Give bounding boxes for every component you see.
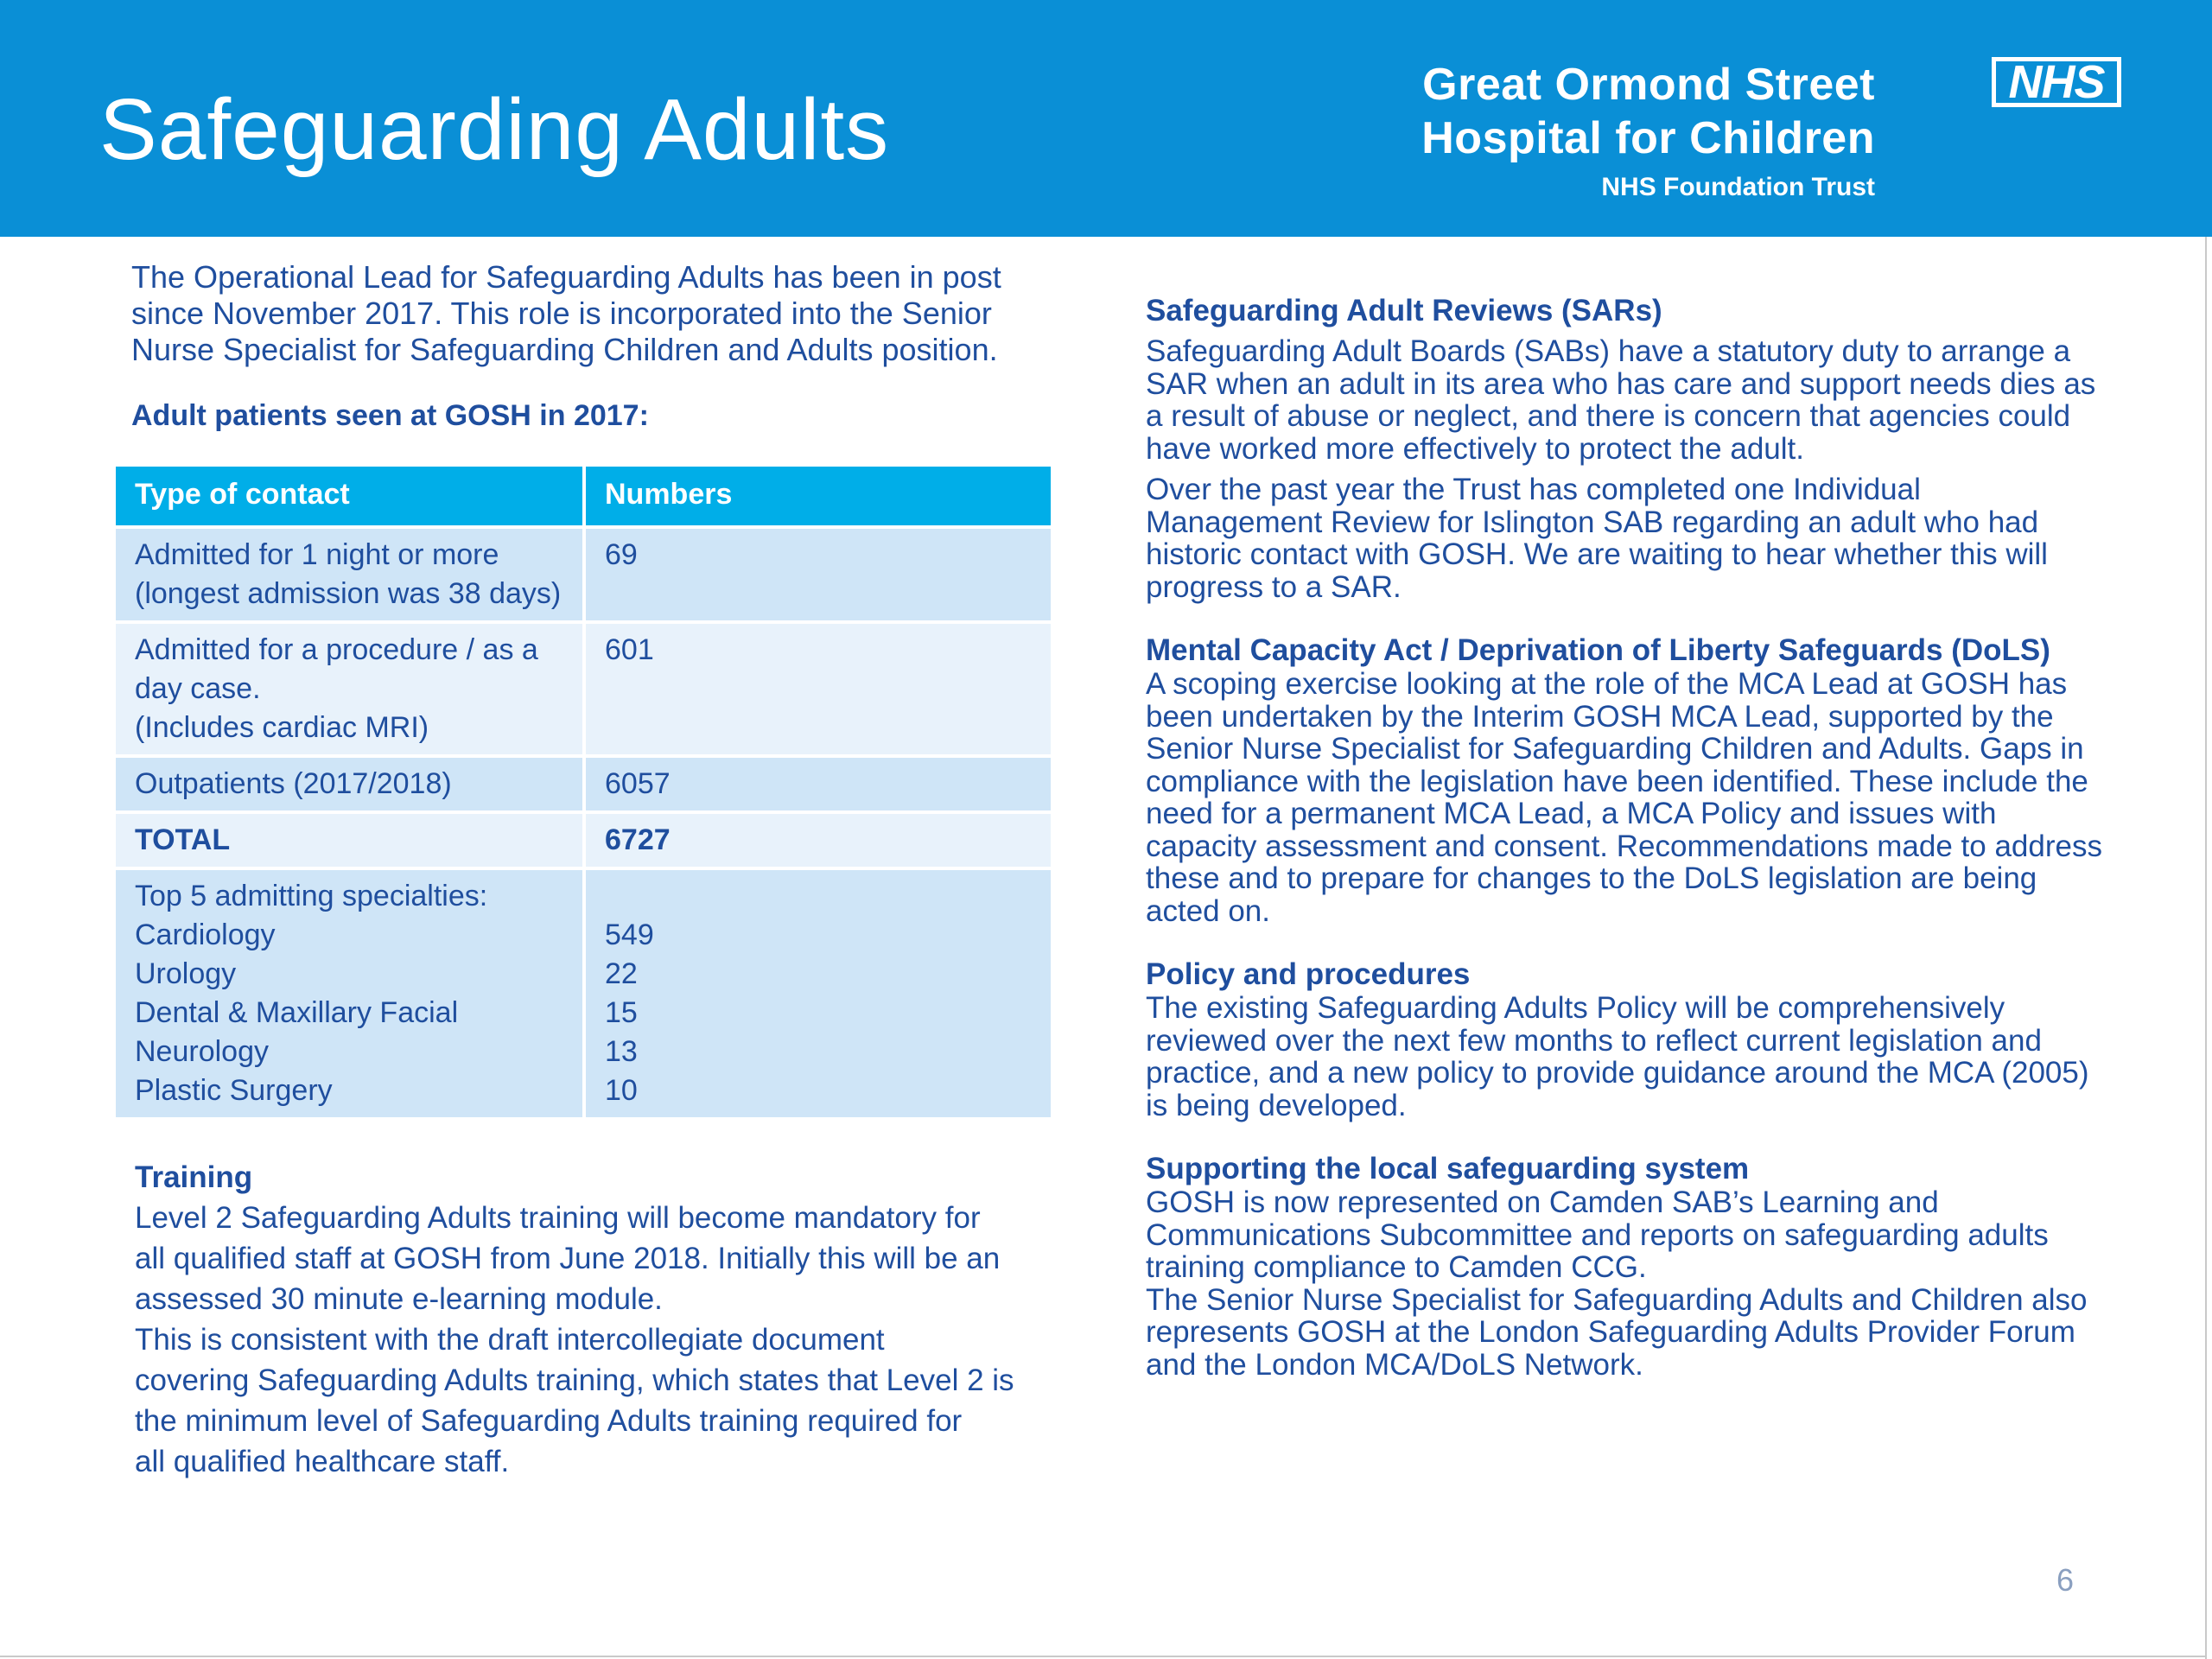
cell-line <box>605 877 1032 916</box>
sar-paragraph-2: Over the past year the Trust has completed one Individual Management Review for Islington SAB regarding an adult who had historic contact with GOSH. We are waiting to hear whether this will progress to a SAR. <box>1146 473 2048 604</box>
page-number: 6 <box>2056 1562 2075 1598</box>
training-paragraph-2 <box>135 1319 1068 1482</box>
title-banner <box>0 0 2212 237</box>
numbers-cell <box>584 527 1052 622</box>
local-system-paragraph-1: GOSH is now represented on Camden SAB’s Learning and Communications Subcommittee and reports on safeguarding adults training compliance to Camden CCG. <box>1146 1185 2049 1284</box>
left-column <box>112 259 1071 1478</box>
numbers-cell <box>584 756 1052 812</box>
cell-line: (longest admission was 38 days) <box>135 577 562 610</box>
logo-line-3: NHS Foundation Trust <box>1601 173 1875 201</box>
cell-line: Admitted for 1 night or more <box>135 538 499 571</box>
cell-line: 6057 <box>605 767 671 800</box>
column-header-type: Type of contact <box>114 465 584 527</box>
numbers-cell <box>584 622 1052 756</box>
text-line: This is consistent with the draft intercollegiate document <box>135 1323 885 1357</box>
slide-border-bottom <box>0 1656 2207 1657</box>
mca-dols-paragraph: A scoping exercise looking at the role of the MCA Lead at GOSH has been undertaken by the Interim GOSH MCA Lead, supported by the Senior Nurse Specialist for Safeguarding Children and Adults. Gaps in compliance with the legislation have been identified. These include the need for a permanent MCA Lead, a MCA Policy and issues with capacity assessment and consent. Recommendations made to address these and to prepare for changes to the DoLS legislation are being acted on. <box>1146 667 2102 928</box>
contact-type-cell <box>114 756 584 812</box>
policy-paragraph: The existing Safeguarding Adults Policy will be comprehensively reviewed over the next few months to reflect current legislation and practice, and a new policy to provide guidance around the MCA (2005) is being developed. <box>1146 991 2089 1122</box>
cell-line: Urology <box>135 957 237 990</box>
cell-line: 549 <box>605 918 654 951</box>
table-row <box>114 868 1052 1119</box>
training-paragraph-1 <box>135 1198 1068 1319</box>
contact-type-cell <box>114 527 584 622</box>
slide-border-right <box>2205 237 2207 1659</box>
intro-paragraph: The Operational Lead for Safeguarding Adults has been in post since November 2017. This role is incorporated into the Senior Nurse Specialist for Safeguarding Children and Adults position. <box>131 259 1001 367</box>
policy-section <box>1146 957 2105 1122</box>
table-row <box>114 527 1052 622</box>
text-line: the minimum level of Safeguarding Adults training required for <box>135 1404 963 1438</box>
cell-line: Top 5 admitting specialties: <box>135 880 488 912</box>
table-row-total <box>114 812 1052 868</box>
numbers-cell <box>584 868 1052 1119</box>
local-system-heading: Supporting the local safeguarding system <box>1146 1152 1750 1185</box>
cell-line: Cardiology <box>135 918 276 951</box>
sar-heading: Safeguarding Adult Reviews (SARs) <box>1146 294 1662 327</box>
cell-line: Neurology <box>135 1035 269 1068</box>
contact-type-cell <box>114 622 584 756</box>
logo-line-2: Hospital for Children <box>1421 113 1875 163</box>
training-section <box>135 1158 1068 1482</box>
local-system-paragraph-2: The Senior Nurse Specialist for Safeguarding Adults and Children also represents GOSH at the London Safeguarding Adults Provider Forum and the London MCA/DoLS Network. <box>1146 1282 2088 1382</box>
cell-line: Admitted for a procedure / as a <box>135 633 538 666</box>
sar-paragraph-1: Safeguarding Adult Boards (SABs) have a statutory duty to arrange a SAR when an adult in its area who has care and support needs dies as a result of abuse or neglect, and there is concern that agencies could have worked more effectively to protect the adult. <box>1146 334 2096 466</box>
sar-section <box>1146 294 2105 603</box>
table-row <box>114 756 1052 812</box>
cell-line: (Includes cardiac MRI) <box>135 711 429 744</box>
table-header-row <box>114 465 1052 527</box>
local-system-section <box>1146 1152 2105 1381</box>
contact-type-cell <box>114 812 584 868</box>
nhs-logo-badge: NHS <box>1992 57 2121 107</box>
adult-patients-table <box>112 463 1054 1121</box>
right-column <box>1146 294 2105 1411</box>
policy-heading: Policy and procedures <box>1146 957 1471 991</box>
contact-type-cell <box>114 868 584 1119</box>
training-heading: Training <box>135 1160 253 1194</box>
text-line: all qualified healthcare staff. <box>135 1445 510 1478</box>
cell-line: 15 <box>605 996 638 1029</box>
table-row <box>114 622 1052 756</box>
cell-line: 10 <box>605 1074 638 1107</box>
text-line: assessed 30 minute e-learning module. <box>135 1282 663 1316</box>
cell-line: 601 <box>605 633 654 666</box>
logo-line-1: Great Ormond Street <box>1422 60 1875 110</box>
cell-line: 13 <box>605 1035 638 1068</box>
column-header-numbers: Numbers <box>584 465 1052 527</box>
numbers-cell <box>584 812 1052 868</box>
cell-line: 6727 <box>605 823 671 856</box>
text-line: covering Safeguarding Adults training, which states that Level 2 is <box>135 1363 1014 1397</box>
text-line: all qualified staff at GOSH from June 2018. Initially this will be an <box>135 1242 1001 1275</box>
table-title: Adult patients seen at GOSH in 2017: <box>131 399 649 432</box>
cell-line: 69 <box>605 538 638 571</box>
cell-line: Outpatients (2017/2018) <box>135 767 452 800</box>
cell-line: 22 <box>605 957 638 990</box>
cell-line: TOTAL <box>135 823 231 856</box>
text-line: Level 2 Safeguarding Adults training will become mandatory for <box>135 1201 981 1235</box>
mca-dols-heading: Mental Capacity Act / Deprivation of Liberty Safeguards (DoLS) <box>1146 633 2050 667</box>
mca-dols-section <box>1146 633 2105 927</box>
cell-line: day case. <box>135 672 261 705</box>
cell-line: Dental & Maxillary Facial <box>135 996 459 1029</box>
page-title: Safeguarding Adults <box>99 81 890 178</box>
cell-line: Plastic Surgery <box>135 1074 333 1107</box>
gosh-nhs-logo <box>1421 54 2121 209</box>
